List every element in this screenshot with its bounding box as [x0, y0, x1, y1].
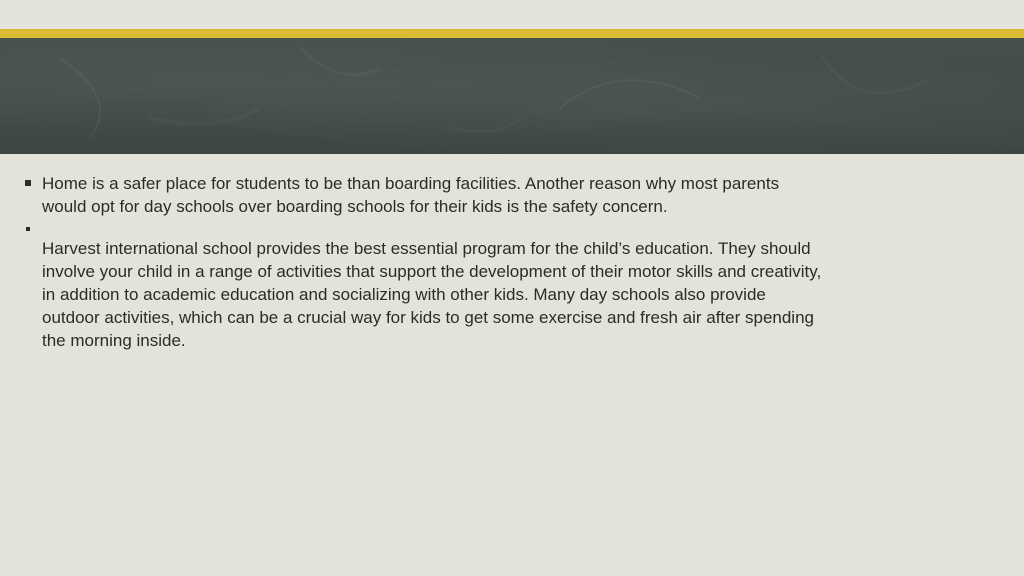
bullet-item — [24, 172, 824, 218]
chalk-smudges — [0, 38, 1024, 154]
chalkboard-banner — [0, 38, 1024, 154]
bullet-item-empty — [24, 218, 824, 233]
accent-bar — [0, 29, 1024, 38]
bullet-text: Home is a safer place for students to be than boarding facilities. Another reason why most parents would opt for day schools over boarding schools for their kids is the safety concern. — [42, 174, 780, 216]
square-bullet-icon — [25, 180, 31, 186]
square-bullet-icon — [26, 227, 30, 231]
slide-body — [24, 172, 824, 352]
body-paragraph: Harvest international school provides the best essential program for the child’s education. They should involve your child in a range of activities that support the development of their motor skills and creativity, in addition to academic education and socializing with other kids. Many day schools also provide outdoor activities, which can be a crucial way for kids to get some exercise and fresh air after spending the morning inside. — [42, 239, 822, 350]
